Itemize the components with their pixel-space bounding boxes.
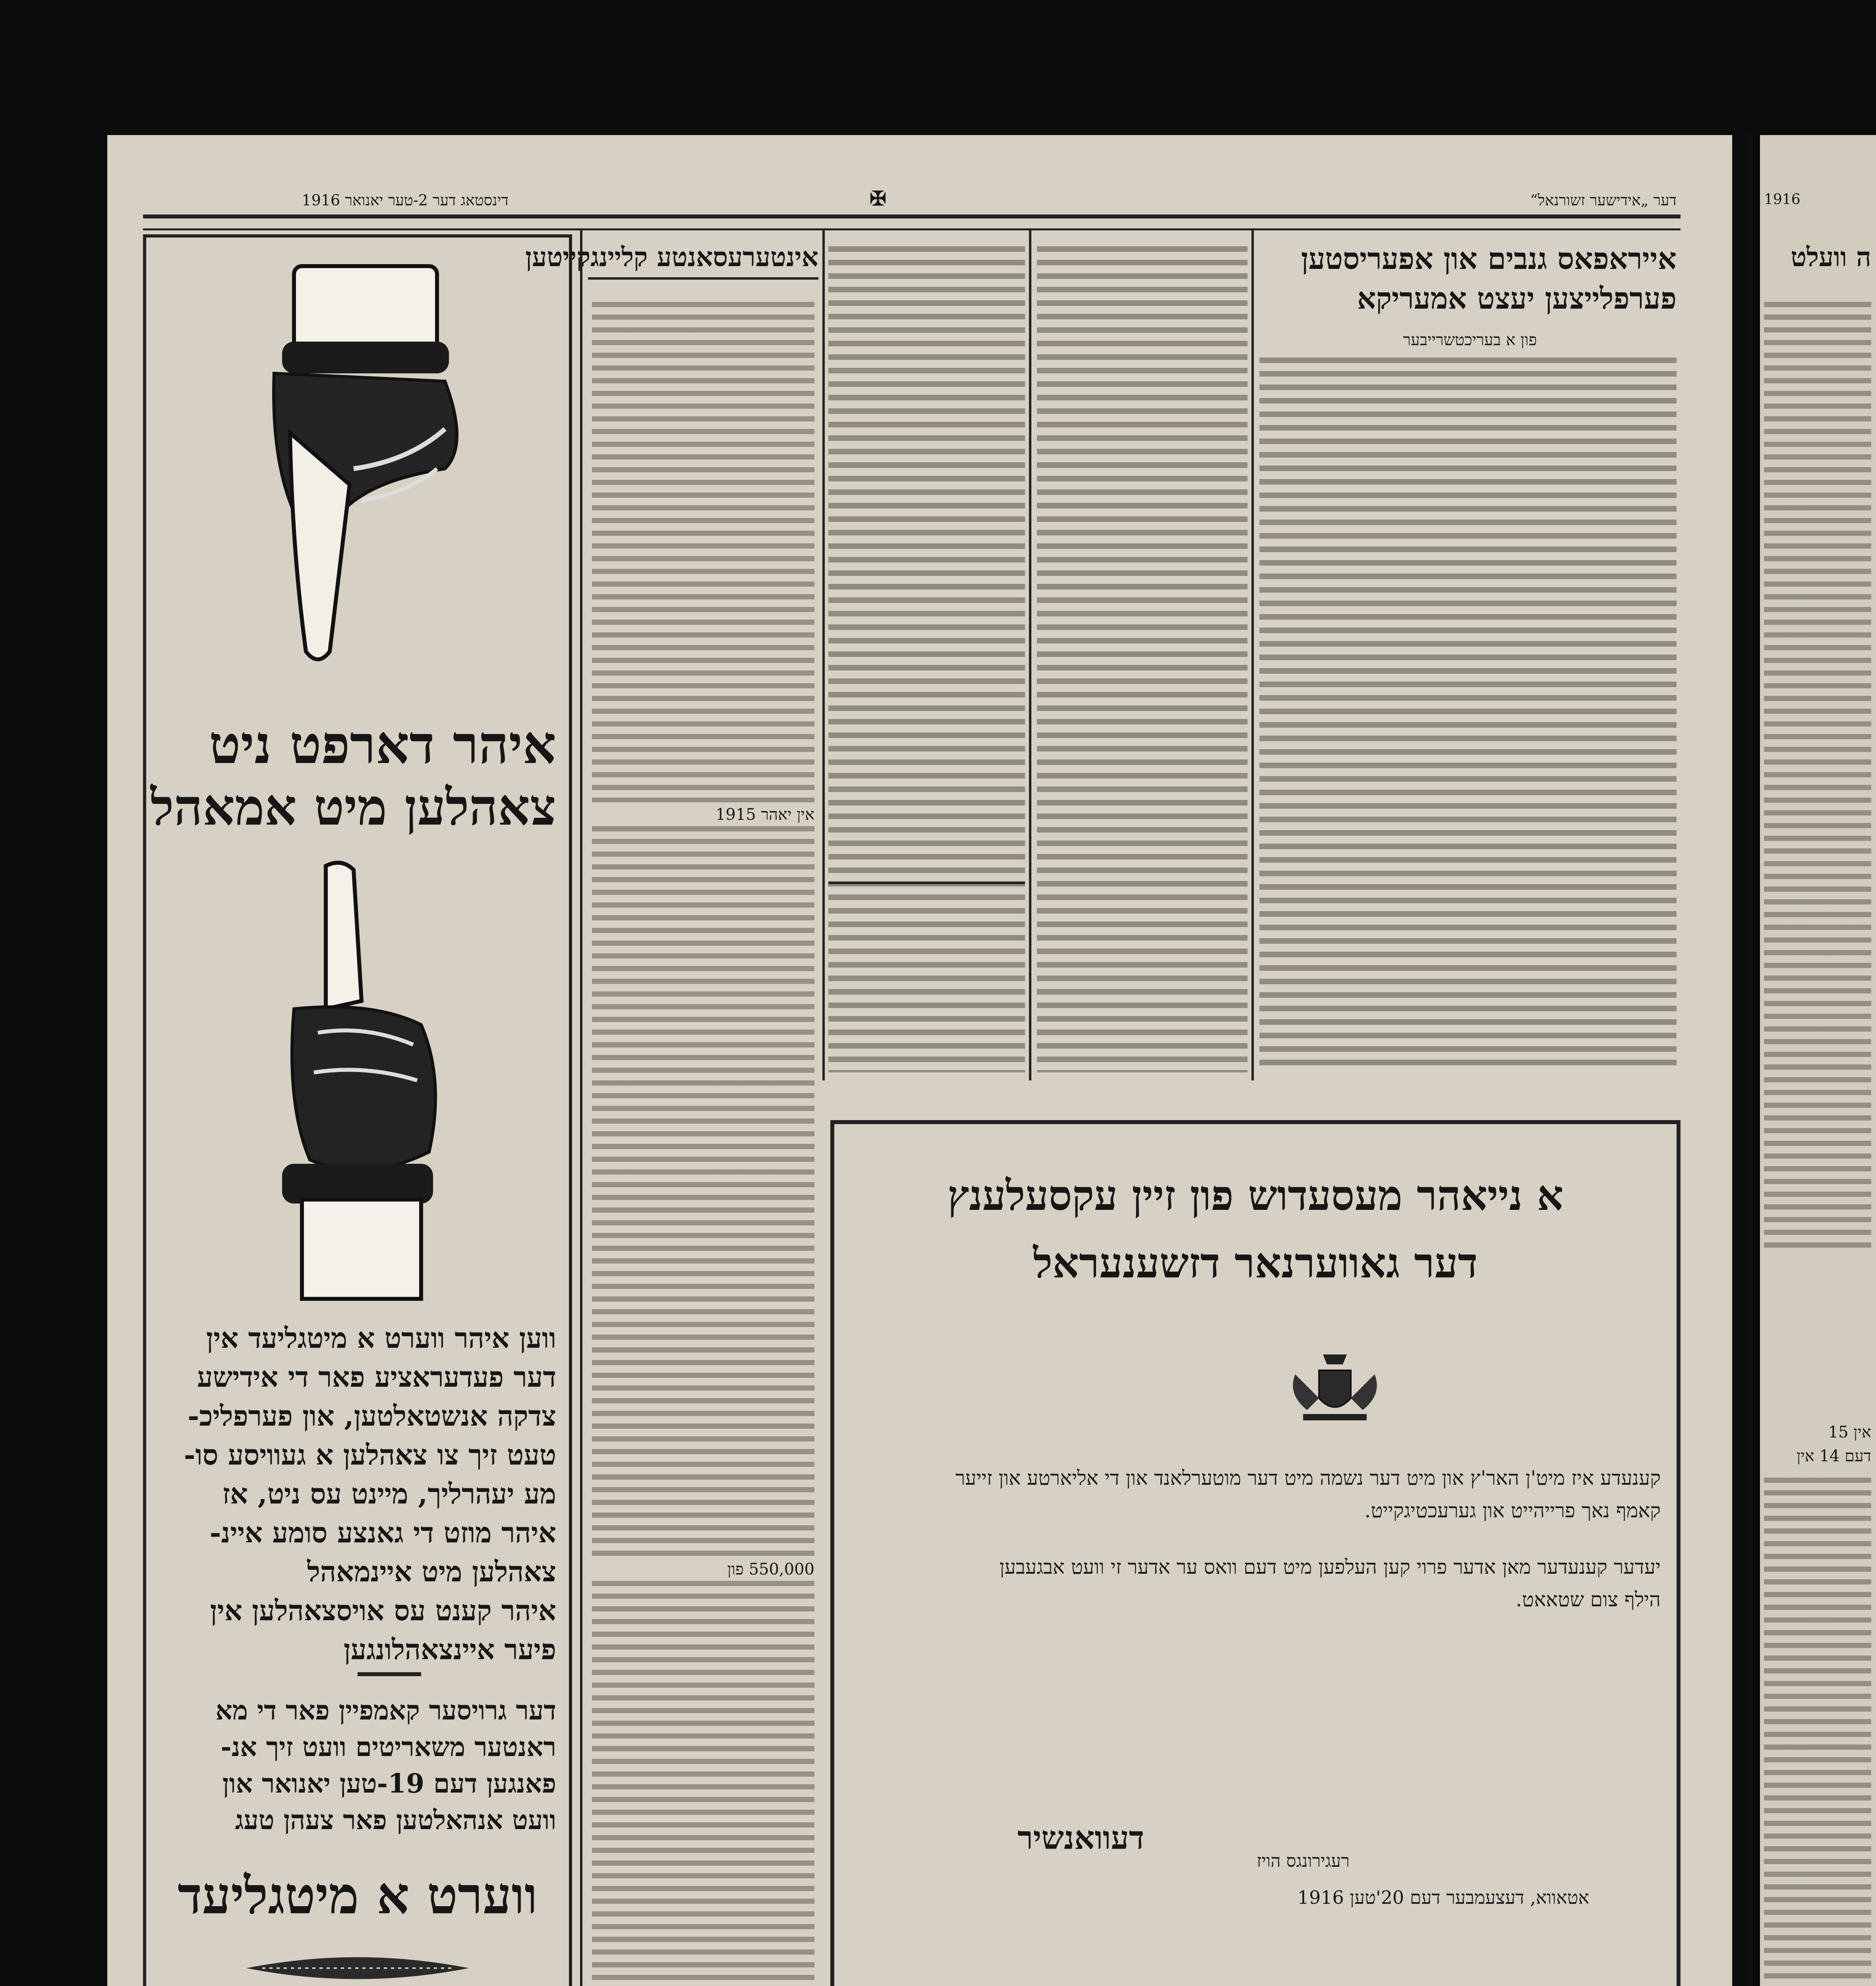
page2-text-block (1764, 302, 1871, 1255)
header-date: דינסטאג דער 2-טער יאנואר 1916 (302, 191, 509, 209)
header-paper-name: דער „אידישער זשורנאל“ (1530, 191, 1677, 209)
royal-coat-of-arms-icon (1279, 1347, 1391, 1426)
proclamation-body (862, 1462, 1661, 1616)
proclamation-body-line: יעדער קענעדער מאן אדער פרוי קען העלפען מיט דעם וואס ער אדער זי וועט אבגעבען (999, 1555, 1661, 1578)
ad-divider (358, 1672, 421, 1676)
proclamation-body-line: הילף צום שטאאט. (1516, 1588, 1661, 1611)
page2-title-fragment: ה וועלט (1791, 241, 1871, 272)
ad-body-line: מע יעהרליך, מיינט עס ניט, אז (222, 1477, 556, 1510)
proclamation-headline-line1: א נייאהר מעסעדוש פון זיין עקסעלענץ (947, 1171, 1564, 1220)
page2-note: דעם 14 אין (1797, 1447, 1871, 1465)
figure-number: 550,000 פון (727, 1560, 814, 1578)
proclamation-body-line: קאמף נאך פרייהייט און גערעכטיגקייט. (1364, 1499, 1661, 1522)
page2-note: אין 15 (1828, 1423, 1871, 1441)
pointing-hand-down-icon (222, 262, 501, 671)
article-title-line2: פערפלייצען יעצט אמעריקא (1357, 282, 1677, 316)
figure-year: אין יאהר 1915 (715, 806, 814, 824)
proclamation-sig-title: רעגירונגס הויז (1257, 1851, 1350, 1871)
ad-headline-line1: איהר דארפט ניט (209, 714, 556, 776)
ornament-divider-icon (238, 1950, 477, 1986)
ad-body-line: דער פעדעראציע פאר די אידישע (197, 1360, 556, 1393)
campaign-line: דער גרויסער קאמפיין פאר די מא (215, 1695, 556, 1726)
column-rule (822, 230, 825, 1080)
proclamation-headline-line2: דער גאווערנאר דזשענעראל (1033, 1238, 1478, 1287)
ad-body-line: פיער איינצאהלונגען (343, 1633, 556, 1666)
page2-year: 1916 (1764, 191, 1801, 208)
proclamation-date: אטאווא, דעצעמבער דעם 20'טען 1916 (1297, 1887, 1589, 1908)
campaign-line: פאנגען דעם 19-טען יאנואר און (222, 1768, 556, 1799)
become-member-headline: ווערט א מיטגליעד (178, 1866, 538, 1926)
column-rule (1029, 230, 1031, 1080)
article-text-block (592, 1581, 814, 1986)
proclamation-body-line: קענעדע איז מיט'ן האר'ץ און מיט דער נשמה מיט דער מוטערלאנד און די אליארטע און זייער (955, 1466, 1661, 1490)
header-rule (143, 214, 1681, 218)
article-text-block (1037, 246, 1247, 1072)
ad-body (159, 1319, 556, 1669)
campaign-line: ראנטער משאריטים וועט זיך אנ- (220, 1731, 556, 1762)
pointing-hand-up-icon (246, 858, 469, 1303)
ad-body-line: צאהלען מיט איינמאהל (307, 1555, 556, 1588)
ad-body-line: איהר מוזט די גאנצע סומע איינ- (209, 1516, 556, 1549)
header-rule-thin (143, 228, 1681, 230)
article-text-block (592, 302, 814, 802)
page2-text-block (1764, 1478, 1871, 1986)
article-title-line1: אייראפאס גנבים און אפעריסטען (1301, 242, 1677, 276)
header-ornament: ✠ (870, 187, 886, 210)
ad-body-line: איהר קענט עס אויסצאהלען אין (210, 1594, 556, 1627)
article-text-block (1259, 357, 1677, 1072)
column-rule (1251, 230, 1254, 1080)
proclamation-signature: דעוואנשיר (1017, 1819, 1144, 1857)
ad-body-line: ווען איהר ווערט א מיטגליעד אין (206, 1321, 556, 1354)
column-rule (580, 230, 582, 1986)
column-title-interesting: אינטערעסאנטע קליינגקייטען (588, 242, 818, 280)
campaign-notice (159, 1692, 556, 1838)
page-gutter (1748, 135, 1752, 1986)
article-text-block (592, 826, 814, 1557)
ad-headline-line2: צאהלען מיט אמאהל (150, 778, 556, 837)
campaign-line: וועט אנהאלטען פאר צעהן טעג (235, 1804, 556, 1835)
article-byline: פון א בעריכטשרייבער (1403, 331, 1537, 349)
article-text-block (828, 246, 1025, 1072)
ad-body-line: טעט זיך צו צאהלען א געוויסע סו- (184, 1438, 556, 1471)
section-rule (828, 882, 1025, 884)
ad-body-line: צדקה אנשטאלטען, און פערפליכ- (188, 1399, 556, 1432)
